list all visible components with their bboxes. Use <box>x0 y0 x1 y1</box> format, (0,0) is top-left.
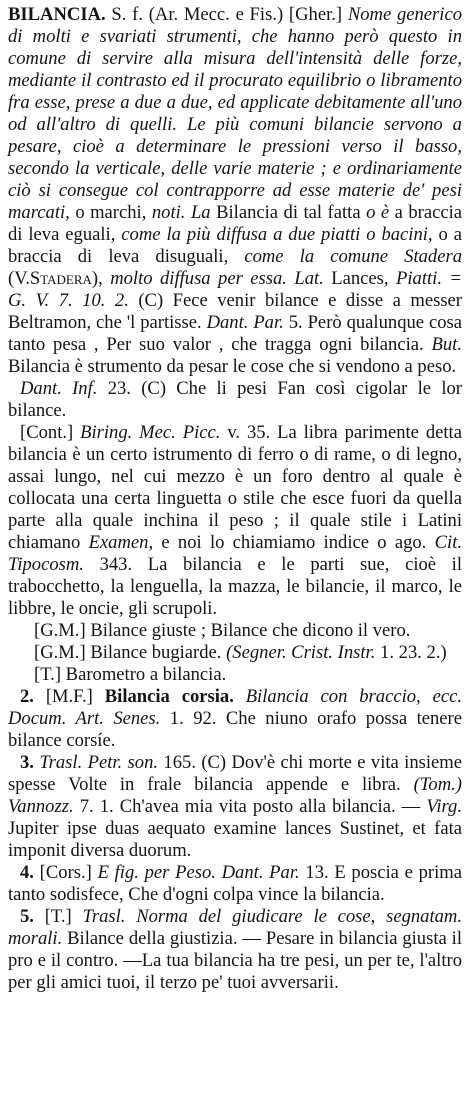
entry-main-paragraph <box>8 4 462 378</box>
citation-text: v. 35. La libra parimente detta bilancia è un certo istrumento di ferro o di rame, o di legno, assai lungo, nel cui mezzo è un foro dentro al quale è collocata una certa linguetta o stile che esce fuori da quella parte alla quale inchina il peso ; il quale stile i Latini chiamano <box>8 422 462 553</box>
sense-label: E fig. per Peso. Dant. Par. <box>97 862 300 883</box>
subentry-t-1 <box>8 664 462 686</box>
definition-italic-j: molto diffusa per essa. Lat. <box>110 268 324 289</box>
subentry-text: Barometro a bilancia. <box>65 664 227 685</box>
citation-tag: [Cont.] <box>20 422 74 443</box>
citation-gv: (C) Fece venir bilance e disse a messer Beltramon, che 'l partisse. <box>8 290 462 333</box>
definition-italic-g: come la comune Stadera <box>244 246 462 267</box>
sense-5 <box>8 906 462 994</box>
subentry-text: Bilance bugiarde. <box>90 642 222 663</box>
definition-la: La <box>190 202 211 223</box>
sense-term: Bilancia corsia. <box>104 686 234 707</box>
sense-3 <box>8 752 462 862</box>
citation-par-text: 5. Però qualunque cosa tanto pesa , Per suo valor , che tragga ogni bilancia. <box>8 312 462 355</box>
subentry-ref: 1. 23. 2.) <box>380 642 447 663</box>
latin-term: Lances, <box>331 268 389 289</box>
definition-italic-l: Piatti. = G. V. 7. 10. 2. <box>8 268 462 311</box>
sense-number: 2. <box>20 686 34 707</box>
definition-roman-a: o marchi, <box>75 202 147 223</box>
citation-source-par: Dant. Par. <box>206 312 284 333</box>
definition-roman-h: (V. <box>8 268 30 289</box>
citation-dante-inferno <box>8 378 462 422</box>
definition-roman-b: Bilancia di tal fatta <box>216 202 361 223</box>
sense-number: 4. <box>20 862 34 883</box>
definition-roman-d: a braccia di leva eguali, <box>8 202 463 245</box>
stadera-crossref: Stadera <box>29 268 92 289</box>
source-tag: [Gher.] <box>288 4 343 25</box>
subentry-tag: [G.M.] <box>34 642 86 663</box>
definition-text: Nome generico di molti e svariati strumenti, che hanno però questo in comune di servire alla misura dell'intensità delle forze, mediante il contrasto ed il procurato equilibrio o libramento fra esse, prese a due a due, ed applicate debitamente all'uno od all'altro di quelli. <box>8 4 463 135</box>
citation-text-3: 343. La bilancia e le parti sue, cioè il trabocchetto, la lenguella, la mazza, le bilancie, il marco, le libbre, le oncie, gli scrupoli. <box>8 554 462 619</box>
citation-biringuccio <box>8 422 462 620</box>
subentry-tag: [G.M.] <box>34 620 86 641</box>
domain-tag: (Ar. Mecc. e Fis.) <box>148 4 284 25</box>
sense-2 <box>8 686 462 752</box>
sense-tag: [Cors.] <box>39 862 92 883</box>
sense-text: 1. 92. Che niuno orafo possa tenere bilance corsíe. <box>8 708 462 751</box>
subentry-gm-2 <box>8 642 462 664</box>
definition-roman-f: o a braccia di leva disuguali, <box>8 224 463 267</box>
subentry-gm-1 <box>8 620 462 642</box>
headword: BILANCIA. <box>8 4 106 25</box>
sense-number: 3. <box>20 752 34 773</box>
subentry-text: Bilance giuste ; Bilance che dicono il vero. <box>90 620 411 641</box>
sense-text: 13. E poscia e prima tanto sodisfece, Che d'ogni colpa vince la bilancia. <box>8 862 462 905</box>
definition-continued: Le più comuni bilancie servono a pesare, cioè a determinare le pressioni verso il basso, secondo la verticale, delle varie materie ; e ordinariamente ciò si consegue col contrapporre ad esse materie de' pesi marcati, <box>8 114 462 223</box>
citation-source: Dant. Inf. <box>20 378 98 399</box>
definition-noti: noti. <box>151 202 186 223</box>
definition-roman-i: ), <box>91 268 103 289</box>
sense-tail: il terzo pe' tuoi avversarii. <box>144 972 339 993</box>
sense-tag: [M.F.] <box>45 686 93 707</box>
sense-tag: [T.] <box>44 906 72 927</box>
sense-text-2: 7. 1. Ch'avea mia vita posto alla bilancia. — <box>79 796 421 817</box>
citation-source-but: But. <box>431 334 462 355</box>
citation-source-2: Cit. Tipocosm. <box>8 532 463 575</box>
sense-source-2: Virg. <box>426 796 462 817</box>
latin-word: Examen, <box>88 532 154 553</box>
sense-number: 5. <box>20 906 34 927</box>
sense-source: (Tom.) Vannozz. <box>8 774 462 817</box>
citation-text-2: e noi lo chiamiamo indice o ago. <box>161 532 427 553</box>
subentry-source: (Segner. Crist. Instr. <box>226 642 376 663</box>
sense-label: Trasl. Petr. son. <box>39 752 159 773</box>
sense-text-3: Jupiter ipse duas aequato examine lances Sustinet, et fata imponit diversa duorum. <box>8 818 462 861</box>
sense-label: Trasl. Norma del giudicare le cose, segnatam. morali. <box>8 906 463 949</box>
definition-italic-e: come la più diffusa a due piatti o bacini, <box>121 224 433 245</box>
sense-text: 165. (C) Dov'è chi morte e vita insieme spesse Volte in frale bilancia appende e libra. <box>8 752 462 795</box>
citation-source: Biring. Mec. Picc. <box>80 422 221 443</box>
sense-text: Bilance della giustizia. — Pesare in bilancia giusta il pro e il contro. —La tua bilancia ha tre pesi, un per te, l'altro per gli amici tuoi, <box>8 928 462 993</box>
subentry-tag: [T.] <box>34 664 62 685</box>
definition-italic-c: o è <box>366 202 390 223</box>
sense-4 <box>8 862 462 906</box>
sense-definition: Bilancia con braccio, ecc. Docum. Art. Senes. <box>8 686 462 729</box>
part-of-speech: S. f. <box>111 4 143 25</box>
citation-text: 23. (C) Che li pesi Fan così cigolar le lor bilance. <box>8 378 462 421</box>
citation-but-text: Bilancia è strumento da pesar le cose che si vendono a peso. <box>8 356 457 377</box>
